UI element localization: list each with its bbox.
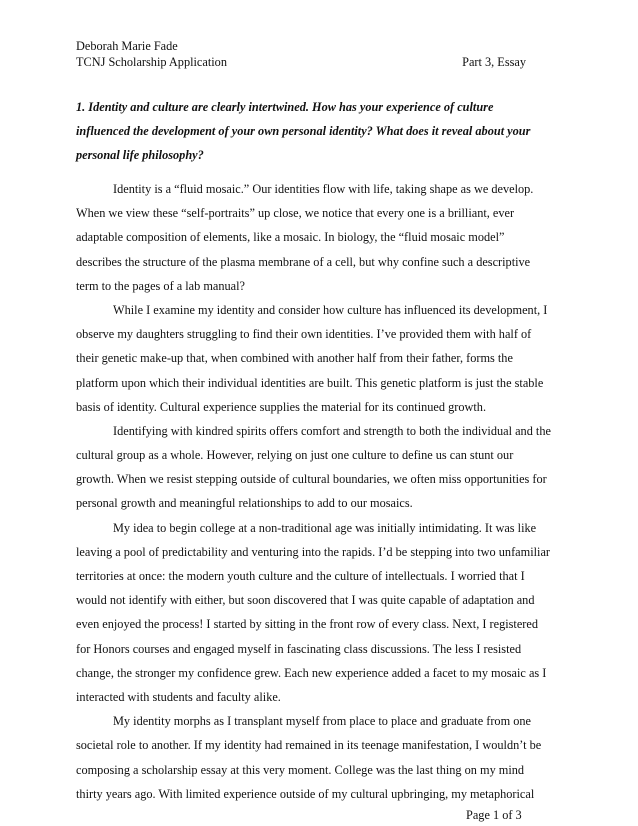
part-label: Part 3, Essay (462, 55, 526, 69)
essay-line: adaptable composition of elements, like a mosaic. In biology, the “fluid mosaic model” (76, 230, 505, 245)
question-line: 1. Identity and culture are clearly intertwined. How has your experience of culture (76, 100, 494, 114)
essay-line: for Honors courses and engaged myself in fascinating class discussions. The less I resisted (76, 641, 522, 656)
page-number: Page 1 of 3 (466, 808, 522, 822)
essay-line: cultural group as a whole. However, relying on just one culture to define us can stunt our (76, 448, 514, 463)
essay-line: When we view these “self-portraits” up close, we notice that every one is a brilliant, ever (76, 206, 515, 221)
question-line: personal life philosophy? (76, 148, 204, 162)
essay-line: composing a scholarship essay at this very moment. College was the last thing on my mind (76, 762, 525, 777)
question-line: influenced the development of your own personal identity? What does it reveal about your (76, 124, 531, 138)
application-title: TCNJ Scholarship Application (76, 55, 227, 69)
essay-line: territories at once: the modern youth culture and the culture of intellectuals. I worried that I (76, 569, 525, 583)
essay-line: even enjoyed the process! I started by sitting in the front row of every class. Next, I registered (76, 617, 539, 632)
essay-line: While I examine my identity and consider how culture has influenced its development, I (113, 302, 548, 317)
essay-line: My identity morphs as I transplant myself from place to place and graduate from one (113, 714, 531, 729)
essay-line: their genetic make-up that, when combined with another half from their father, forms the (76, 351, 513, 366)
header-row-application (76, 54, 526, 70)
essay-body (76, 177, 566, 806)
page-header (76, 38, 526, 70)
essay-line: would not identify with either, but soon discovered that I was quite capable of adaptation and (76, 593, 535, 608)
essay-line: My idea to begin college at a non-traditional age was initially intimidating. It was like (113, 520, 537, 535)
essay-line: Identity is a “fluid mosaic.” Our identities flow with life, taking shape as we develop. (113, 182, 534, 196)
essay-line: growth. When we resist stepping outside of cultural boundaries, we often miss opportunities for (76, 472, 547, 487)
essay-line: personal growth and meaningful relationships to add to our mosaics. (76, 496, 413, 511)
essay-line: platform upon which their individual identities are built. This genetic platform is just the stable (76, 375, 544, 390)
essay-line: basis of identity. Cultural experience supplies the material for its continued growth. (76, 399, 487, 414)
essay-line: change, the stronger my confidence grew. Each new experience added a facet to my mosaic as I (76, 665, 547, 680)
essay-line: thirty years ago. With limited experience outside of my cultural upbringing, my metaphorical (76, 786, 535, 801)
essay-line: Identifying with kindred spirits offers comfort and strength to both the individual and the (113, 423, 551, 438)
author-name: Deborah Marie Fade (76, 39, 178, 53)
header-row-author (76, 38, 526, 54)
essay-line: observe my daughters struggling to find their own identities. I’ve provided them with half of (76, 327, 532, 342)
essay-line: interacted with students and faculty alike. (76, 689, 281, 704)
essay-line: describes the structure of the plasma membrane of a cell, but why confine such a descriptive (76, 254, 531, 269)
essay-line: term to the pages of a lab manual? (76, 278, 246, 293)
essay-question (76, 95, 566, 167)
essay-line: societal role to another. If my identity had remained in its teenage manifestation, I wouldn’t be (76, 738, 542, 753)
essay-line: leaving a pool of predictability and venturing into the rapids. I’d be stepping into two unfamiliar (76, 544, 551, 559)
